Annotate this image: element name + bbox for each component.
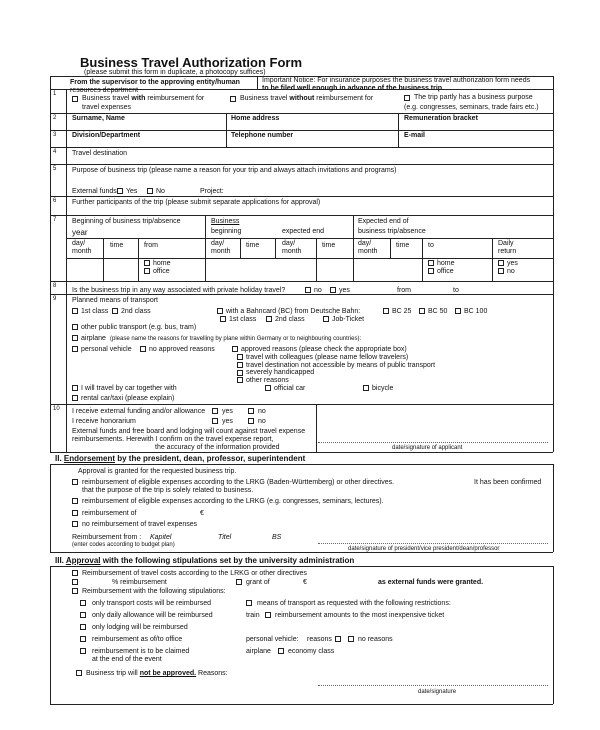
row9-top — [50, 294, 553, 295]
travel-colleagues-label: travel with colleagues (please name fellow travelers) — [246, 354, 409, 361]
day4-label: day/ — [358, 240, 372, 247]
row8-number: 8 — [53, 283, 57, 289]
business-travel-with-label: Business travel with reimbursement for — [82, 95, 205, 102]
to-home-label: home — [437, 260, 455, 267]
only-transport-label: only transport costs will be reimbursed — [92, 600, 212, 607]
daily-return-yes-label: yes — [507, 260, 518, 267]
private-holiday-no-checkbox[interactable] — [305, 287, 311, 293]
private-holiday-no-label: no — [314, 287, 322, 294]
row1-top — [50, 89, 553, 90]
private-holiday-label: Is the business trip in any way associated with private holiday travel? — [72, 287, 286, 294]
row3-top — [50, 130, 553, 131]
not-approved-label: Business trip will not be approved. Reasons: — [86, 670, 228, 677]
partly-business-label: The trip partly has a business purpose — [414, 94, 533, 101]
reimb-amount-checkbox[interactable] — [72, 510, 78, 516]
train-1st-checkbox[interactable] — [72, 308, 78, 314]
destination-not-accessible-label: travel destination not accessible by means of public transport — [246, 362, 436, 369]
reimb-claimed-checkbox[interactable] — [80, 648, 86, 654]
external-funds-yes-label: Yes — [126, 188, 138, 195]
economy-class-checkbox[interactable] — [278, 648, 284, 654]
row10-divider — [316, 404, 317, 452]
external-funds-no-checkbox[interactable] — [147, 188, 153, 194]
bahncard-2nd-checkbox[interactable] — [266, 316, 272, 322]
official-car-checkbox[interactable] — [265, 385, 271, 391]
only-daily-label: only daily allowance will be reimbursed — [92, 612, 213, 619]
partly-business-label2: (e.g. congresses, seminars, trade fairs etc.) — [404, 104, 539, 111]
only-lodging-checkbox[interactable] — [80, 624, 86, 630]
holiday-to-label: to — [453, 287, 459, 294]
reimb-office-checkbox[interactable] — [80, 636, 86, 642]
travel-colleagues-checkbox[interactable] — [237, 354, 243, 360]
row8-top — [50, 281, 553, 282]
number-column-ext — [66, 404, 67, 452]
row7-top — [50, 215, 553, 216]
participants-label: Further participants of the trip (please submit separate applications for approval) — [72, 199, 321, 206]
row7-number: 7 — [53, 217, 57, 223]
reimb-travel-costs-checkbox[interactable] — [72, 570, 78, 576]
surname-label: Surname, Name — [72, 115, 125, 122]
no-reimbursement-checkbox[interactable] — [72, 521, 78, 527]
time4-label: time — [396, 242, 410, 249]
division-label: Division/Department — [72, 132, 141, 139]
bahncard-1st-label: 1st class — [229, 316, 257, 323]
other-public-label: other public transport (e.g. bus, tram) — [81, 324, 197, 331]
titel-label: Titel — [218, 534, 232, 541]
return-label: return — [498, 248, 517, 255]
business-travel-without-label: Business travel without reimbursement for — [240, 95, 374, 102]
no-approved-reasons-checkbox[interactable] — [140, 346, 146, 352]
handicapped-label: severely handicapped — [246, 369, 315, 376]
row1-number: 1 — [53, 91, 57, 97]
means-requested-checkbox[interactable] — [246, 600, 252, 606]
applicant-signature-line[interactable] — [318, 442, 548, 443]
frame-left-ext — [50, 404, 51, 452]
row3-number: 3 — [53, 132, 57, 138]
end-event-label: at the end of the event — [92, 656, 162, 663]
section3-right — [553, 566, 554, 704]
private-holiday-yes-checkbox[interactable] — [330, 287, 336, 293]
reimb-lrkg-checkbox[interactable] — [72, 479, 78, 485]
reimbursement-from-label: Reimbursement from : — [72, 534, 142, 541]
reimb-euro-label: € — [200, 510, 204, 517]
reasons-stip-checkbox[interactable] — [335, 636, 341, 642]
following-stipulations-checkbox[interactable] — [72, 588, 78, 594]
day-label: day/ — [72, 240, 86, 247]
external-funds-no-label: No — [156, 188, 165, 195]
honorarium-label: I receive honorarium — [72, 418, 136, 425]
car-together-label: I will travel by car together with — [81, 385, 177, 392]
job-ticket-checkbox[interactable] — [323, 316, 329, 322]
personal-vehicle-stip-label: personal vehicle: — [246, 636, 299, 643]
external-funds-granted-label: as external funds were granted. — [378, 579, 484, 586]
row7-col7 — [422, 238, 423, 281]
budget-codes-label: (enter codes according to budget plan) — [72, 542, 175, 548]
row5-top — [50, 164, 553, 165]
business-travel-with-label2: travel expenses — [82, 104, 132, 111]
month4-label: month — [358, 248, 378, 255]
from-office-checkbox[interactable] — [144, 268, 150, 274]
admin-signature-label: date/signature — [418, 689, 457, 695]
row2-top — [50, 113, 553, 114]
no-reimbursement-label: no reimbursement of travel expenses — [82, 521, 198, 528]
honorarium-no-label: no — [258, 418, 266, 425]
grant-checkbox[interactable] — [236, 579, 242, 585]
reimb-amount-label: reimbursement of — [82, 510, 137, 517]
email-label: E-mail — [404, 132, 426, 139]
section2-top — [50, 464, 553, 465]
section2-heading: II. Endorsement by the president, dean, professor, superintendent — [55, 454, 306, 463]
external-funding-yes-label: yes — [222, 408, 233, 415]
honorarium-yes-checkbox[interactable] — [212, 418, 218, 424]
not-approved-checkbox[interactable] — [76, 670, 82, 676]
expected-end-small-label: expected end — [282, 228, 325, 235]
section2-bottom — [50, 552, 553, 553]
reimb-congress-checkbox[interactable] — [72, 498, 78, 504]
row7-col5 — [316, 238, 317, 281]
month-label: month — [72, 248, 92, 255]
bc25-checkbox[interactable] — [383, 308, 389, 314]
other-reasons-checkbox[interactable] — [237, 377, 243, 383]
row7-col2 — [138, 238, 139, 281]
external-note-line2: reimbursements. Herewith I confirm on the travel expense report, — [72, 436, 274, 443]
external-funds-label: External funds — [72, 188, 117, 195]
cheapest-ticket-label: reimbursement amounts to the most inexpensive ticket — [275, 612, 445, 619]
official-car-label: official car — [274, 385, 306, 392]
bicycle-checkbox[interactable] — [363, 385, 369, 391]
row7-sub-top — [66, 238, 553, 239]
following-stipulations-label: Reimbursement with the following stipulations: — [82, 588, 226, 595]
grant-label: grant of — [246, 579, 270, 586]
no-approved-reasons-label: no approved reasons — [149, 346, 215, 353]
purpose-label: Purpose of business trip (please name a reason for your trip and always attach invitations and programs) — [72, 167, 397, 174]
only-daily-checkbox[interactable] — [80, 612, 86, 618]
external-funding-no-label: no — [258, 408, 266, 415]
bahncard-1st-checkbox[interactable] — [220, 316, 226, 322]
daily-return-no-label: no — [507, 268, 515, 275]
no-reasons-stip-checkbox[interactable] — [348, 636, 354, 642]
row7-divider2 — [353, 215, 354, 281]
admin-signature-line[interactable] — [318, 685, 548, 686]
kapitel-label: Kapitel — [150, 534, 172, 541]
section3-left — [50, 566, 51, 704]
business-absence-label: business trip/absence — [358, 228, 426, 235]
from-home-label: home — [153, 260, 171, 267]
row7-col8 — [492, 238, 493, 281]
day3-label: day/ — [282, 240, 296, 247]
remuneration-bracket-label: Remuneration bracket — [404, 115, 478, 122]
president-signature-line[interactable] — [318, 543, 548, 544]
time-label: time — [110, 242, 124, 249]
to-office-checkbox[interactable] — [428, 268, 434, 274]
train-2nd-checkbox[interactable] — [112, 308, 118, 314]
percent-reimb-label: % reimbursement — [112, 579, 167, 586]
no-reasons-stip-label: no reasons — [358, 636, 393, 643]
only-transport-checkbox[interactable] — [80, 600, 86, 606]
destination-not-accessible-checkbox[interactable] — [237, 362, 243, 368]
approved-reasons-checkbox[interactable] — [232, 346, 238, 352]
form-title: Business Travel Authorization Form — [80, 55, 303, 70]
external-funding-yes-checkbox[interactable] — [212, 408, 218, 414]
reimb-congress-label: reimbursement of eligible expenses according to the LRKG (e.g. congresses, seminars, lectures). — [82, 498, 384, 505]
frame-right — [553, 76, 554, 426]
reasons-stip-label: reasons — [307, 636, 332, 643]
reimb-claimed-label: reimbursement is to be claimed — [92, 648, 190, 655]
section1-bottom — [50, 452, 553, 453]
car-together-checkbox[interactable] — [72, 385, 78, 391]
row5-number: 5 — [53, 166, 57, 172]
from-home-checkbox[interactable] — [144, 260, 150, 266]
reimb-travel-costs-label: Reimbursement of travel costs according to the LRKG or other directives — [82, 570, 307, 577]
daily-return-yes-checkbox[interactable] — [498, 260, 504, 266]
expected-end-label: Expected end of — [358, 218, 409, 225]
row7-sub-mid — [66, 258, 553, 259]
daily-return-no-checkbox[interactable] — [498, 268, 504, 274]
grant-euro-label: € — [303, 579, 307, 586]
section3-heading: III. Approval with the following stipulations set by the university administration — [55, 556, 355, 565]
row4-number: 4 — [53, 149, 57, 155]
bc100-checkbox[interactable] — [455, 308, 461, 314]
economy-class-label: economy class — [288, 648, 335, 655]
home-address-label: Home address — [231, 115, 280, 122]
travel-destination-label: Travel destination — [72, 150, 127, 157]
reimb-office-label: reimbursement as of/to office — [92, 636, 183, 643]
from-label: from — [144, 242, 158, 249]
row7-divider1 — [205, 215, 206, 281]
holiday-from-label: from — [397, 287, 411, 294]
honorarium-no-checkbox[interactable] — [248, 418, 254, 424]
bahncard-2nd-label: 2nd class — [275, 316, 305, 323]
honorarium-yes-label: yes — [222, 418, 233, 425]
bahncard-checkbox[interactable] — [217, 308, 223, 314]
frame-left — [50, 76, 51, 426]
row4-top — [50, 147, 553, 148]
section2-right — [553, 464, 554, 552]
phone-label: Telephone number — [231, 132, 294, 139]
external-funds-yes-checkbox[interactable] — [117, 188, 123, 194]
row7-col6 — [390, 238, 391, 258]
reimb-lrkg-confirmed-label: It has been confirmed — [474, 479, 542, 486]
bc50-checkbox[interactable] — [419, 308, 425, 314]
airplane-stip-label: airplane — [246, 648, 271, 655]
row2-number: 2 — [53, 115, 57, 121]
bs-label: BS — [272, 534, 282, 541]
to-home-checkbox[interactable] — [428, 260, 434, 266]
row7-col4 — [275, 238, 276, 258]
other-reasons-label: other reasons — [246, 377, 289, 384]
row10-top — [50, 404, 553, 405]
external-funding-label: I receive external funding and/or allowance — [72, 408, 206, 415]
train-2nd-label: 2nd class — [121, 308, 151, 315]
other-public-checkbox[interactable] — [72, 324, 78, 330]
planned-transport-label: Planned means of transport — [72, 297, 158, 304]
section2-left — [50, 464, 51, 552]
day2-label: day/ — [211, 240, 225, 247]
job-ticket-label: Job-Ticket — [332, 316, 365, 323]
section3-top — [50, 566, 553, 567]
beginning-label: Beginning of business trip/absence — [72, 218, 181, 225]
personal-vehicle-checkbox[interactable] — [72, 346, 78, 352]
bicycle-label: bicycle — [372, 385, 394, 392]
president-signature-label: date/signature of president/vice president/dean/professor — [348, 546, 500, 552]
year-label: year — [72, 228, 88, 237]
only-lodging-label: only lodging will be reimbursed — [92, 624, 188, 631]
airplane-note-label: (please name the reasons for travelling by plane within Germany or to neighbouring countries): — [110, 336, 362, 342]
row7-col3 — [240, 238, 241, 258]
cheapest-ticket-checkbox[interactable] — [265, 612, 271, 618]
private-holiday-yes-label: yes — [339, 287, 350, 294]
month3-label: month — [282, 248, 302, 255]
bc100-label: BC 100 — [464, 308, 488, 315]
time2-label: time — [246, 242, 260, 249]
business-travel-without-checkbox[interactable] — [230, 96, 236, 102]
header-left-line1: From the supervisor to the approving entity/human — [70, 79, 240, 86]
business-travel-with-checkbox[interactable] — [72, 96, 78, 102]
row10-number: 10 — [53, 406, 60, 412]
bahncard-label: with a Bahncard (BC) from Deutsche Bahn: — [226, 308, 361, 315]
header-right-line1: Important Notice: For insurance purposes the business travel authorization form needs — [262, 77, 531, 84]
airplane-label: airplane — [81, 335, 106, 342]
frame-right-ext — [553, 404, 554, 452]
bc25-label: BC 25 — [392, 308, 412, 315]
personal-vehicle-label: personal vehicle — [81, 346, 132, 353]
row6-top — [50, 196, 553, 197]
airplane-checkbox[interactable] — [72, 335, 78, 341]
business-label: Business — [211, 218, 240, 225]
to-label: to — [428, 242, 434, 249]
header-left-line2: resources department — [70, 87, 139, 94]
means-requested-label: means of transport as requested with the following restrictions: — [257, 600, 451, 607]
header-divider — [257, 76, 258, 89]
header-right-line2: to be filed well enough in advance of the business trip. — [262, 85, 445, 92]
reimb-lrkg-purpose-label: that the purpose of the trip is solely related to business. — [82, 487, 254, 494]
to-office-label: office — [437, 268, 454, 275]
from-office-label: office — [153, 268, 170, 275]
external-note-line3: the accuracy of the information provided — [155, 444, 280, 451]
approved-reasons-label: approved reasons (please check the appropriate box) — [241, 346, 407, 353]
row6-number: 6 — [53, 198, 57, 204]
row7-col1 — [103, 238, 104, 281]
train-1st-label: 1st class — [81, 308, 109, 315]
beginning2-label: beginning — [211, 228, 242, 235]
partly-business-checkbox[interactable] — [404, 95, 410, 101]
approval-granted-label: Approval is granted for the requested business trip. — [78, 468, 237, 475]
form-subtitle: (please submit this form in duplicate, a photocopy suffices) — [84, 69, 266, 76]
reimb-lrkg-label: reimbursement of eligible expenses according to the LRKG (Baden-Württemberg) or other directives. — [82, 479, 395, 486]
daily-label: Daily — [498, 240, 514, 247]
external-note-line1: External funds and free board and lodging will count against travel expense — [72, 428, 306, 435]
time3-label: time — [322, 242, 336, 249]
project-label: Project: — [200, 188, 224, 195]
applicant-signature-label: date/signature of applicant — [392, 445, 463, 451]
rental-car-checkbox[interactable] — [72, 395, 78, 401]
percent-reimb-checkbox[interactable] — [72, 579, 78, 585]
bc50-label: BC 50 — [428, 308, 448, 315]
train-label: train — [246, 612, 260, 619]
rental-car-label: rental car/taxi (please explain) — [81, 395, 175, 402]
section3-bottom — [50, 704, 553, 705]
row9-number: 9 — [53, 296, 57, 302]
month2-label: month — [211, 248, 231, 255]
handicapped-checkbox[interactable] — [237, 370, 243, 376]
external-funding-no-checkbox[interactable] — [248, 408, 254, 414]
